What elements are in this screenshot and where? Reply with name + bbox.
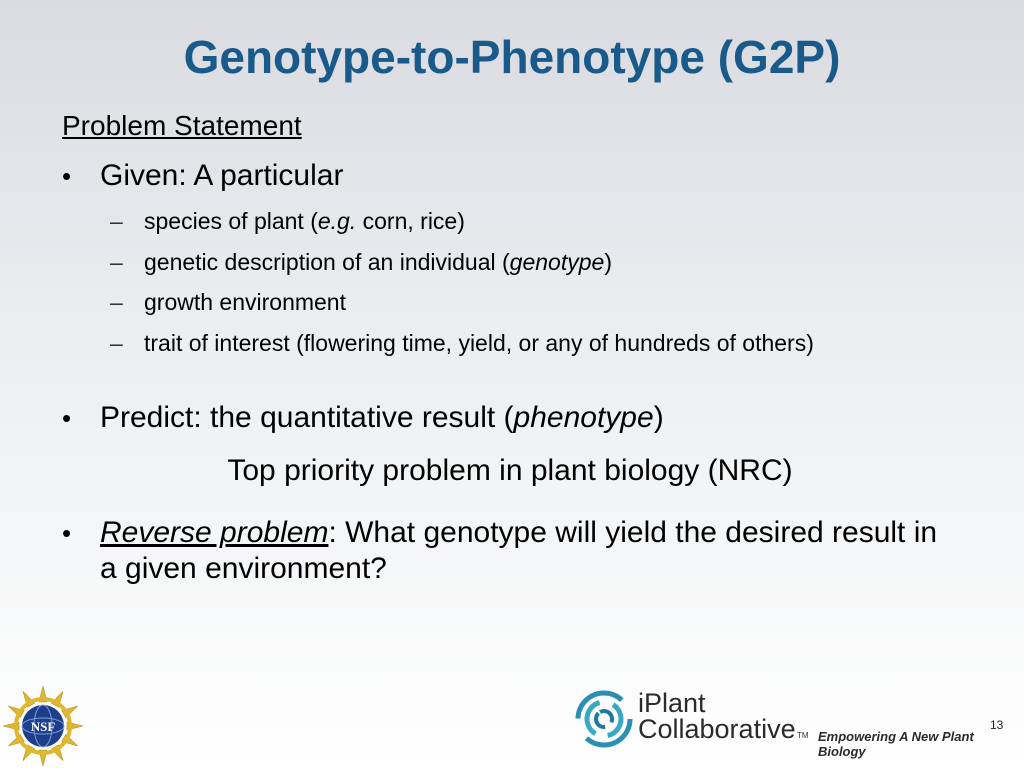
subitem-text-part: corn, rice): [356, 208, 465, 234]
slide-number: 13: [990, 718, 1004, 732]
bullet-text: Given: A particular: [100, 159, 344, 192]
subitem-text-part: ): [604, 249, 612, 275]
trademark-mark: TM: [797, 731, 809, 740]
problem-statement-heading: Problem Statement: [62, 110, 302, 141]
priority-statement-text: Top priority problem in plant biology (NRC): [227, 454, 793, 487]
bullet-text-part: : What genotype will yield the desired result in a given environment?: [100, 516, 938, 585]
bullet-text: [100, 515, 960, 587]
dash-mark: –: [110, 330, 123, 356]
iplant-swirl-icon: [575, 690, 633, 748]
subitem-italic-eg: e.g.: [317, 208, 357, 234]
bullet-text-part: Predict: the quantitative result (: [100, 401, 514, 434]
dash-mark: –: [110, 208, 123, 234]
slide-title: Genotype-to-Phenotype (G2P): [183, 31, 841, 83]
dash-mark: –: [110, 289, 123, 315]
subitem-text: trait of interest (flowering time, yield, or any of hundreds of others): [144, 330, 814, 356]
iplant-brand-name: [638, 690, 796, 742]
priority-statement: [0, 454, 1020, 488]
bullet-mark: •: [62, 161, 72, 191]
subitem-italic-genotype: genotype: [509, 249, 605, 275]
bullet-text-part: ): [653, 401, 664, 434]
brand-line-1: iPlant: [638, 688, 706, 718]
nsf-logo: [0, 684, 86, 768]
nsf-logo-text: NSF: [30, 719, 56, 734]
bullet-mark: •: [62, 518, 72, 548]
subitem-text-part: genetic description of an individual (: [144, 249, 510, 275]
bullet-italic-phenotype: phenotype: [513, 401, 654, 434]
bullet-text: [100, 400, 664, 436]
dash-mark: –: [110, 249, 123, 275]
subitem-text: [144, 206, 465, 237]
subitem-text: growth environment: [144, 289, 346, 315]
iplant-tagline: Empowering A New Plant Biology: [818, 729, 974, 759]
subitem-text: [144, 247, 612, 278]
subitem-text-part: species of plant (: [144, 208, 318, 234]
brand-line-2: Collaborative: [638, 714, 796, 744]
reverse-problem-term: Reverse problem: [100, 516, 329, 549]
bullet-mark: •: [62, 403, 72, 433]
